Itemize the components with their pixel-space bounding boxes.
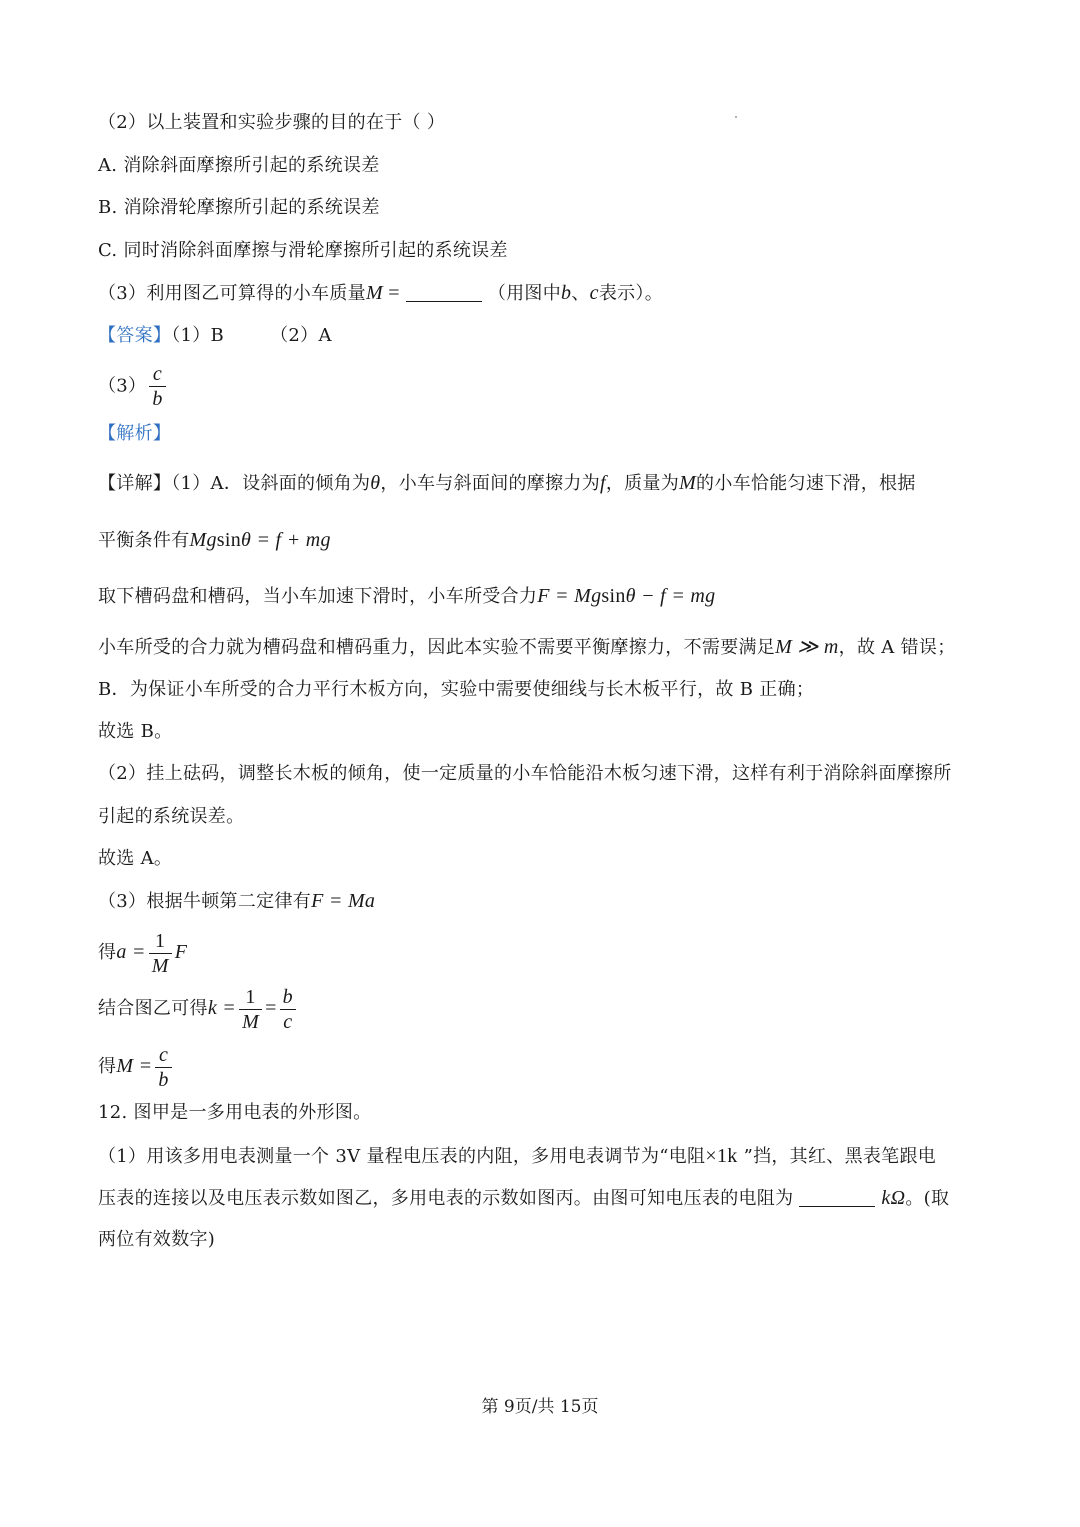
answer-tag: 【答案】 (98, 325, 172, 346)
answer-blank (799, 1188, 875, 1207)
analysis-tag-line (98, 422, 171, 446)
fraction-1-over-M: $\frac{1}{M}$ (239, 987, 262, 1032)
q11-part3-question: （3）利用图乙可算得的小车质量M = （用图中b、c表示）。 (98, 282, 664, 304)
q12-line-3: 两位有效数字) (98, 1229, 216, 1250)
answer-fraction: $\frac{c}{b}$ (149, 364, 165, 409)
q12-line-2: 压表的连接以及电压表示数如图乙，多用电表的示数如图丙。由图可知电压表的电阻为 kΩ。(取 (98, 1187, 950, 1209)
detail-line-1: 【详解】（1）A．设斜面的倾角为θ，小车与斜面间的摩擦力为f，质量为M的小车恰能匀速下滑，根据 (98, 472, 916, 494)
option-a: A. 消除斜面摩擦所引起的系统误差 (98, 155, 380, 176)
detail-line-9: 故选 A。 (98, 848, 173, 869)
scan-speck (735, 116, 737, 118)
detail-line-7: （2）挂上砝码，调整长木板的倾角，使一定质量的小车恰能沿木板匀速下滑，这样有利于消除斜面摩擦所 (98, 763, 952, 784)
detail-line-3: 取下槽码盘和槽码，当小车加速下滑时，小车所受合力F = Mgsinθ − f = mg (98, 585, 716, 607)
detail-line-6: 故选 B。 (98, 721, 173, 742)
detail-line-10: （3）根据牛顿第二定律有F = Ma (98, 890, 376, 912)
option-b: B. 消除滑轮摩擦所引起的系统误差 (98, 197, 380, 218)
analysis-tag: 【解析】 (98, 423, 172, 444)
detail-line-2: 平衡条件有Mgsinθ = f + mg (98, 529, 331, 551)
q11-part2-question: （2）以上装置和实验步骤的目的在于（ ） (98, 112, 446, 133)
detail-line-13: 得M = $\frac{c}{b}$ (98, 1040, 175, 1093)
q12-title: 12. 图甲是一多用电表的外形图。 (98, 1102, 372, 1123)
detail-tag: 【详解】 (98, 473, 172, 494)
fraction-1-over-M: $\frac{1}{M}$ (149, 931, 172, 976)
q12-line-1: （1）用该多用电表测量一个 3V 量程电压表的内阻，多用电表调节为“电阻×1k ”挡，其红、黑表笔跟电 (98, 1145, 937, 1167)
fraction-b-over-c: $\frac{b}{c}$ (280, 987, 296, 1032)
detail-line-4: 小车所受的合力就为槽码盘和槽码重力，因此本实验不需要平衡摩擦力，不需要满足M ≫ m，故 A 错误； (98, 636, 956, 658)
detail-line-11: 得a = $\frac{1}{M}$ F (98, 929, 188, 977)
fraction-c-over-b: $\frac{c}{b}$ (155, 1045, 171, 1090)
page-footer: 第 9页/共 15页 (481, 1397, 599, 1417)
answer-part3: （3） $\frac{c}{b}$ (98, 364, 169, 409)
detail-line-8: 引起的系统误差。 (98, 806, 245, 827)
answer-blank (406, 283, 482, 302)
option-c: C. 同时消除斜面摩擦与滑轮摩擦所引起的系统误差 (98, 240, 508, 261)
detail-line-12: 结合图乙可得k = $\frac{1}{M}$ = $\frac{b}{c}$ (98, 982, 299, 1035)
detail-line-5: B．为保证小车所受的合力平行木板方向，实验中需要使细线与长木板平行，故 B 正确； (98, 679, 815, 700)
answer-line: 【答案】（1）B （2）A (98, 325, 332, 346)
